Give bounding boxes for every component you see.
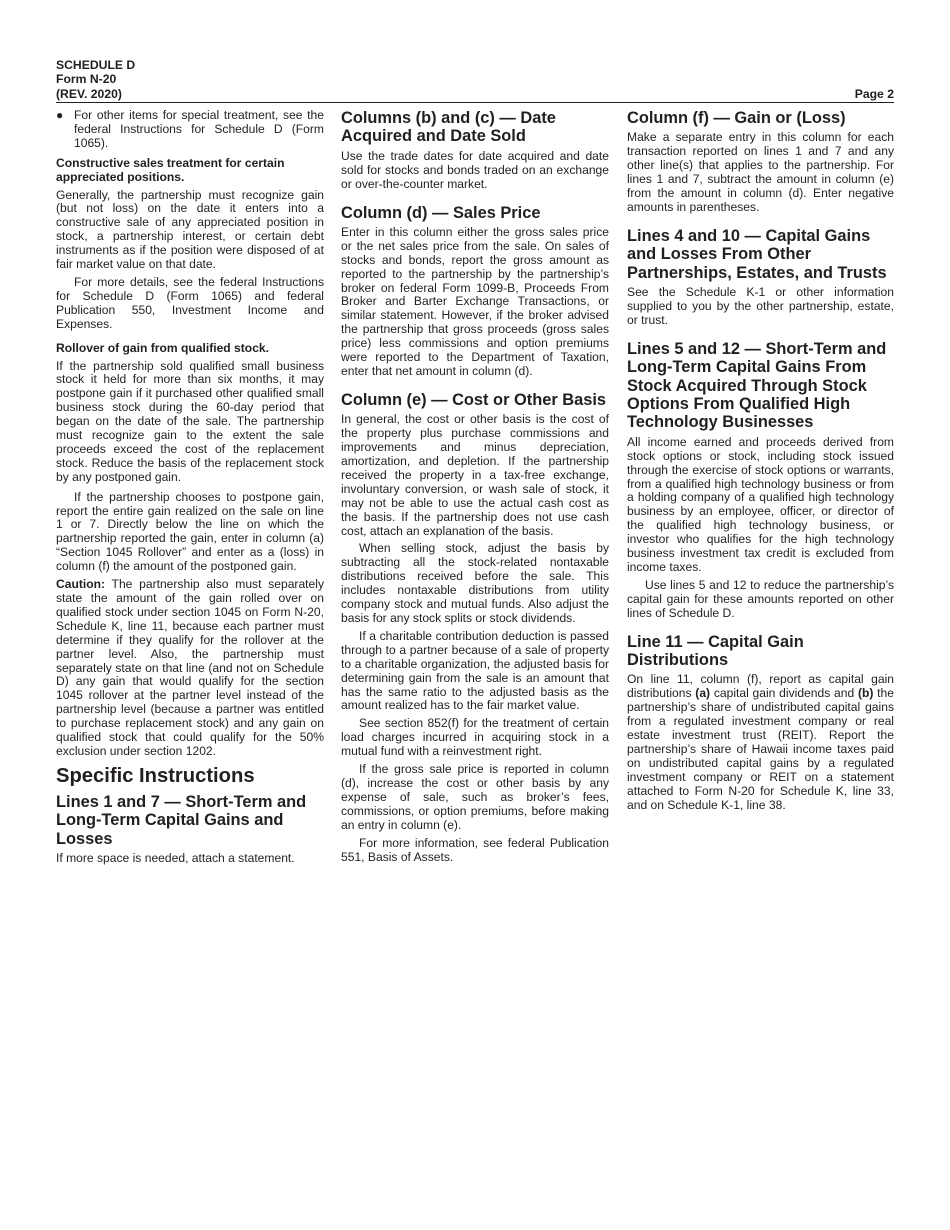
paragraph: When selling stock, adjust the basis by subtracting all the stock-related nontaxable distributions received before the sale. This includes nontaxable distributions from utility company stock and mutual funds. Also adjust the basis for any stock splits or stock dividends. [341,541,609,625]
paragraph: Enter in this column either the gross sales price or the net sales price from the sale. On sales of stocks and bonds, report the gross amount as reported to the partnership by the partnership’s broker on federal Form 1099-B, Proceeds From Broker and Barter Exchange Transactions, or similar statement. However, if the broker advised the partnership that gross proceeds (gross sales price) less commissions and option premiums were reported to the Department of Taxation, enter that net amount in column (d). [341,224,609,378]
lines-4-10-heading: Lines 4 and 10 — Capital Gains and Losses From Other Partnerships, Estates, and Trusts [627,226,887,282]
paragraph: Generally, the partnership must recognize gain (but not loss) on the date it enters into a constructive sale of any appreciated position in stock, a partnership interest, or certain debt instruments as if the position were disposed of at fair market value on that date. [56,187,324,272]
paragraph: In general, the cost or other basis is the cost of the property plus purchase commissions and improvements and minus depreciation, amortization, and depletion. If the partnership received the property in a tax-free exchange, involuntary conversion, or wash sale of stock, it may not be able to use the actual cash cost as the basis. If the partnership does not use cash cost, attach an explanation of the basis. [341,412,609,538]
paragraph: For more details, see the federal Instructions for Schedule D (Form 1065) and federal Publication 550, Investment Income and Expenses. [56,274,324,331]
paragraph: Use lines 5 and 12 to reduce the partnership’s capital gain for these amounts reported on other lines of Schedule D. [627,577,894,620]
column-left [56,109,324,870]
column-f-heading: Column (f) — Gain or (Loss) [627,109,846,127]
columns-b-c-heading: Columns (b) and (c) — Date Acquired and Date Sold [341,109,556,146]
item-a-label: (a) [695,686,711,701]
text-run: the partnership’s share of undistributed capital gains from a regulated investment company or real estate investment trust (REIT). Report the partnership’s share of Hawaii income taxes paid on undistributed capital gains by a regulated investment company or REIT on a statement attached to Form N-20 for Schedule K, line 33, and on Schedule K-1, line 38. [627,686,894,812]
line-11-paragraph [627,673,894,812]
paragraph: Use the trade dates for date acquired and date sold for stocks and bonds traded on an exchange or over-the-counter market. [341,148,609,191]
caution-label: Caution: [56,577,106,592]
item-b-label: (b) [857,686,874,701]
caution-text: The partnership also must separately state the amount of the gain rolled over on qualified stock under section 1045 on Form N-20, Schedule K, line 11, because each partner must determine if they qualify for the rollover at the partner level. Also, the partnership must separately state on that line (and not on Schedule D) any gain that would qualify for the section 1045 rollover at the partner level instead of the partnership level (because a partner was entitled to purchase replacement stock) and any gain on qualified stock that could qualify for the 50% exclusion under section 1202. [56,577,324,758]
paragraph: For more information, see federal Publication 551, Basis of Assets. [341,835,609,864]
paragraph: Make a separate entry in this column for each transaction reported on lines 1 and 7 and any other line(s) that applies to the partnership. For lines 1 and 7, subtract the amount in column (e) from the amount in column (d). Enter negative amounts in parentheses. [627,130,894,214]
lines-5-12-heading: Lines 5 and 12 — Short-Term and Long-Term Capital Gains From Stock Acquired Through Stock Options From Qualified High Technology Businesses [627,339,887,432]
constructive-sales-heading: Constructive sales treatment for certain appreciated positions. [56,155,285,184]
bullet-text: For other items for special treatment, see the federal Instructions for Schedule D (Form 1065). [74,108,324,150]
paragraph: If the partnership chooses to postpone gain, report the entire gain realized on the sale on line 1 or 7. Directly below the line on which the partnership reported the gain, enter in column (a) “Section 1045 Rollover” and enter as a (loss) in column (f) the amount of the postponed gain. [56,489,324,574]
column-d-heading: Column (d) — Sales Price [341,203,541,222]
text-run: On line 11, column (f), report as capital gain distributions [627,672,894,701]
header-rule [56,102,894,103]
caution-paragraph [56,578,324,759]
bullet-item [56,109,324,151]
paragraph: If the gross sale price is reported in column (d), increase the cost or other basis by any expense of sale, such as broker’s fees, commissions, or option premiums, before making an entry in column (e). [341,762,609,832]
paragraph: See the Schedule K-1 or other information supplied to you by the other partnership, estate, or trust. [627,285,894,327]
column-e-heading: Column (e) — Cost or Other Basis [341,390,607,409]
column-middle [341,109,609,868]
paragraph: All income earned and proceeds derived from stock options or stock, including stock issued through the exercise of stock options or warrants, from a qualified high technology business or from a holding company of a qualified high technology business by an employee, officer, or director of the qualified high technology business, or investor who qualifies for the high technology business investment tax credit is excluded from income taxes. [627,434,894,574]
form-identifier [56,58,894,101]
bullet-icon: ● [56,108,64,122]
rollover-heading: Rollover of gain from qualified stock. [56,340,270,355]
specific-instructions-title: Specific Instructions [56,764,255,787]
schedule-name: SCHEDULE D [56,58,136,72]
column-right [627,109,894,816]
paragraph: If the partnership sold qualified small business stock it held for more than six months, it may postpone gain if it purchased other qualified small business stock during the 60-day period that began on the date of the sale. The partnership must recognize gain to the extent the sale proceeds exceed the cost of the replacement stock. Reduce the basis of the replacement stock by any postponed gain. [56,358,324,484]
revision: (REV. 2020) [56,86,122,101]
text-run: capital gain dividends and [710,686,858,701]
page-number: Page 2 [854,86,894,101]
paragraph: If more space is needed, attach a statement. [56,851,295,866]
form-number: Form N-20 [56,72,117,87]
paragraph: See section 852(f) for the treatment of certain load charges incurred in acquiring stock in a mutual fund with a reinvestment right. [341,716,609,759]
paragraph: If a charitable contribution deduction is passed through to a partner because of a sale of property to a charitable organization, the adjusted basis for determining gain from the sale is an amount that has the same ratio to the adjusted basis as the amount realized has to the fair market value. [341,628,609,713]
lines-1-7-heading: Lines 1 and 7 — Short-Term and Long-Term Capital Gains and Losses [56,792,307,848]
line-11-heading: Line 11 — Capital Gain Distributions [627,632,804,669]
page-header [56,58,894,101]
